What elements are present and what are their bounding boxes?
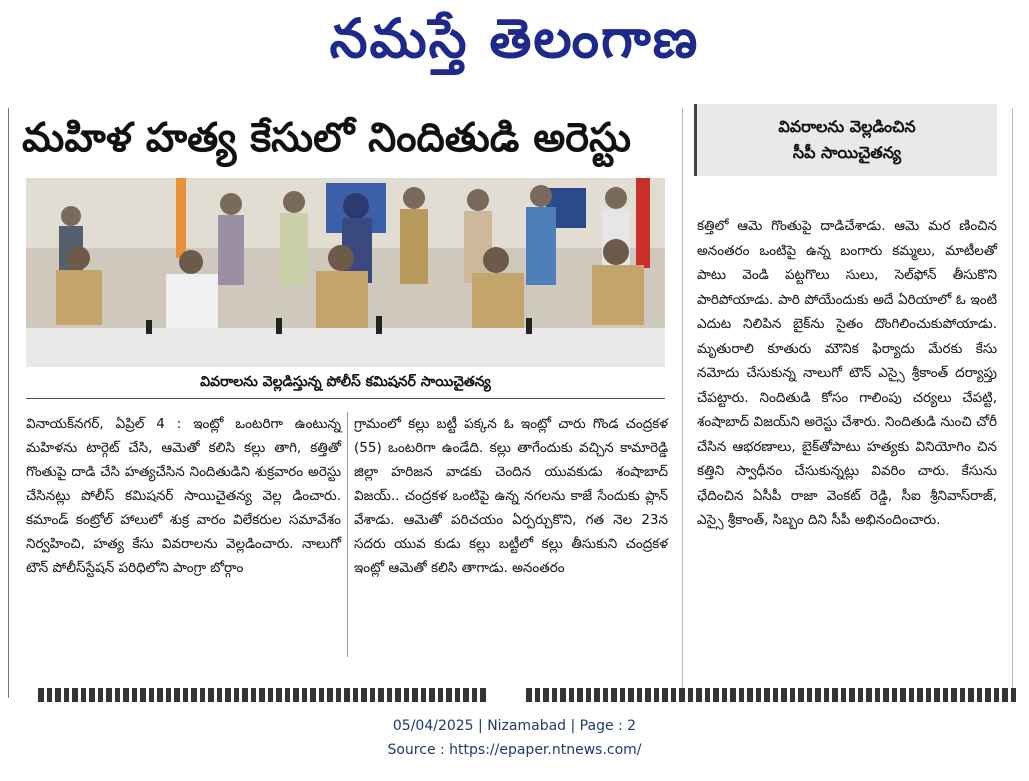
photo-illustration (26, 178, 665, 367)
press-conference-photo (26, 178, 665, 367)
sub-headline-line1: వివరాలను వెల్లడించిన (778, 117, 916, 136)
left-margin-rule (8, 108, 9, 698)
article-paragraph: గ్రామంలో కల్లు బట్టీ పక్కన ఓ ఇంట్లో చారు గొండ చంద్రకళ (55) ఒంటరిగా ఉండేది. కల్లు తాగేందుకు వచ్చిన కామారెడ్డి జిల్లా హరిజన వాడకు చెందిన యువకుడు శంషాబాద్ విజయ్.. చంద్రకళ ఒంటిపై ఉన్న నగలను కాజే సేందుకు ప్లాన్ వేశాడు. ఆమెతో పరిచయం ఏర్పర్చుకొని, గత నెల 23న సదరు యువ కుడు కల్లు బట్టీలో కల్లు తీసుకుని చంద్రకళ ఇంట్లో ఆమెతో కలిసి తాగాడు. అనంతరం (354, 416, 668, 576)
footer-source-link[interactable]: Source : https://epaper.ntnews.com/ (387, 742, 642, 758)
sub-headline-box (694, 104, 997, 176)
cropped-next-headline-strip (26, 688, 1026, 702)
column-divider-rule (347, 412, 348, 657)
article-paragraph: కత్తిలో ఆమె గొంతుపై దాడిచేశాడు. ఆమె మర ణించిన అనంతరం ఒంటిపై ఉన్న బంగారు కమ్మలు, మాటీలతో పాటు వెండి పట్టగొలు సులు, సెల్‌ఫోన్ తీసుకొని పారిపోయాడు. పారి పోయేందుకు అదే ఏరియాలో ఓ ఇంటి ఎదుట నిలిపిన బైక్‌ను సైతం దొంగిలించుకుపోయాడు. మృతురాలి కూతురు మౌనిక ఫిర్యాదు మేరకు కేసు నమోదు చేసుకున్న నాలుగో టౌన్ ఎస్సై శ్రీకాంత్ దర్యాప్తు చేపట్టారు. నిందితుడి కోసం గాలింపు చర్యలు చేపట్టి, శంషాబాద్ విజయ్‌ని అరెస్టు చేశారు. నిందితుడి నుంచి చోరీ చేసిన ఆభరణాలు, బైక్‌తోపాటు హత్యకు వినియోగిం చిన కత్తిని స్వాధీనం చేసుకున్నట్లు వివరిం చారు. కేసును ఛేదించిన ఏసీపీ రాజా వెంకట్ రెడ్డి, సీఐ శ్రీనివాస్‌రాజ్, ఎస్సై శ్రీకాంత్, సిబ్బం దిని సీపీ అభినందించారు. (697, 218, 997, 528)
masthead-title: నమస్తే తెలంగాణ (329, 6, 700, 70)
article-column-1 (26, 412, 341, 580)
cropped-text-fragment (526, 688, 1016, 702)
page-footer (0, 714, 1029, 762)
sub-headline-line2: సీపీ సాయిచైతన్య (792, 143, 902, 162)
photo-caption-text: వివరాలను వెల్లడిస్తున్న పోలీస్ కమిషనర్ సాయిచైతన్య (200, 373, 491, 390)
footer-date-edition: 05/04/2025 | Nizamabad | Page : 2 (392, 718, 637, 734)
cropped-text-fragment (38, 688, 488, 702)
newspaper-masthead (0, 0, 1029, 90)
article-column-3 (697, 214, 997, 533)
right-margin-rule (1012, 108, 1013, 698)
headline-text: మహిళ హత్య కేసులో నిందితుడి అరెస్టు (22, 115, 631, 161)
article-paragraph: వినాయక్‌నగర్, ఏప్రిల్ 4 : ఇంట్లో ఒంటరిగా ఉంటున్న మహిళను టార్గెట్ చేసి, ఆమెతో కలిసి కల్లు తాగి, కత్తితో గొంతుపై దాడి చేసి హత్యచేసిన నిందితుడిని శుక్రవారం అరెస్టు చేసినట్లు పోలీస్ కమిషనర్ సాయిచైతన్య వెల్ల డించారు. కమాండ్ కంట్రోల్ హాలులో శుక్ర వారం విలేకరుల సమావేశం నిర్వహించి, హత్య కేసు వివరాలను వెల్లడించారు. నాలుగో టౌన్ పోలీస్‌స్టేషన్ పరిధిలోని పాంగ్రా బోర్గాం (26, 416, 341, 576)
photo-caption (26, 368, 665, 399)
sidebar-divider-rule (682, 108, 683, 688)
article-column-2 (354, 412, 668, 580)
article-headline (22, 108, 662, 178)
